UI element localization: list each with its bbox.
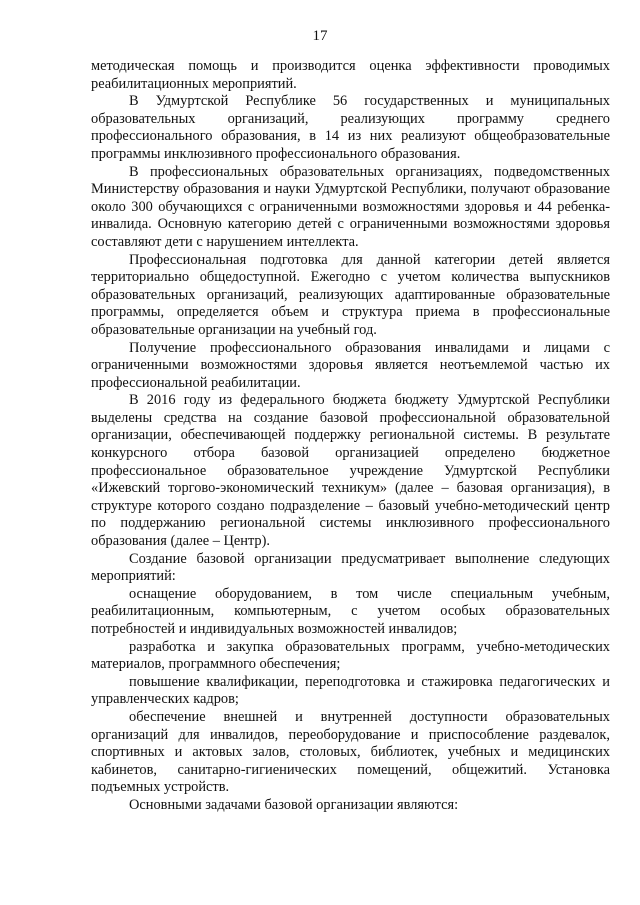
- paragraph-organizations-count: В Удмуртской Республике 56 государственных и муниципальных образовательных организаций, реализующих программу среднего профессионального образования, в 14 из них реализуют общеобразовательные программы инклюзивного профессионального образования.: [91, 93, 610, 162]
- list-item-staff-training: повышение квалификации, переподготовка и стажировка педагогических и управленческих кадров;: [91, 673, 610, 708]
- paragraph-training: Профессиональная подготовка для данной категории детей является территориально общедоступной. Ежегодно с учетом количества выпускников образовательных организаций, реализующих адаптированные образовательные программы, определяется объем и структура приема в профессиональные образовательные организации на учебный год.: [91, 251, 610, 338]
- page-number: 17: [312, 28, 328, 44]
- paragraph-tasks-intro: Основными задачами базовой организации являются:: [129, 796, 459, 813]
- paragraph-activities-intro: Создание базовой организации предусматривает выполнение следующих мероприятий:: [91, 550, 610, 585]
- list-item-programs: разработка и закупка образовательных программ, учебно-методических материалов, программного обеспечения;: [91, 638, 610, 673]
- list-item-accessibility: обеспечение внешней и внутренней доступности образовательных организаций для инвалидов, переоборудование и приспособление раздевалок, спортивных и актовых залов, столовых, библиотек, учебных и медицинских кабинетов, санитарно-гигиенических помещений, общежитий. Установка подъемных устройств.: [91, 708, 610, 796]
- list-item-equipment: оснащение оборудованием, в том числе специальным учебным, реабилитационным, компьютерным, с учетом особых образовательных потребностей и индивидуальных возможностей инвалидов;: [91, 585, 610, 637]
- paragraph-continuation: методическая помощь и производится оценка эффективности проводимых реабилитационных мероприятий.: [91, 58, 610, 92]
- paragraph-2016-funding: В 2016 году из федерального бюджета бюджету Удмуртской Республики выделены средства на создание базовой профессиональной образовательной организации, обеспечивающей поддержку региональной системы. В результате конкурсного отбора базовой организацией определено бюджетное профессиональное образовательное учреждение Удмуртской Республики «Ижевский торгово-экономический техникум» (далее – базовая организация), в структуре которого создано подразделение – базовый учебно-методический центр по поддержанию региональной системы инклюзивного профессионального образования (далее – Центр).: [91, 392, 610, 550]
- paragraph-students: В профессиональных образовательных организациях, подведомственных Министерству образования и науки Удмуртской Республики, получают образование около 300 обучающихся с ограниченными возможностями здоровья и 44 ребенка-инвалида. Основную категорию детей с ограниченными возможностями здоровья составляют дети с нарушением интеллекта.: [91, 163, 610, 250]
- document-body: [91, 58, 610, 815]
- paragraph-rehabilitation: Получение профессионального образования инвалидами и лицами с ограниченными возможностями здоровья является неотъемлемой частью их профессиональной реабилитации.: [91, 339, 610, 391]
